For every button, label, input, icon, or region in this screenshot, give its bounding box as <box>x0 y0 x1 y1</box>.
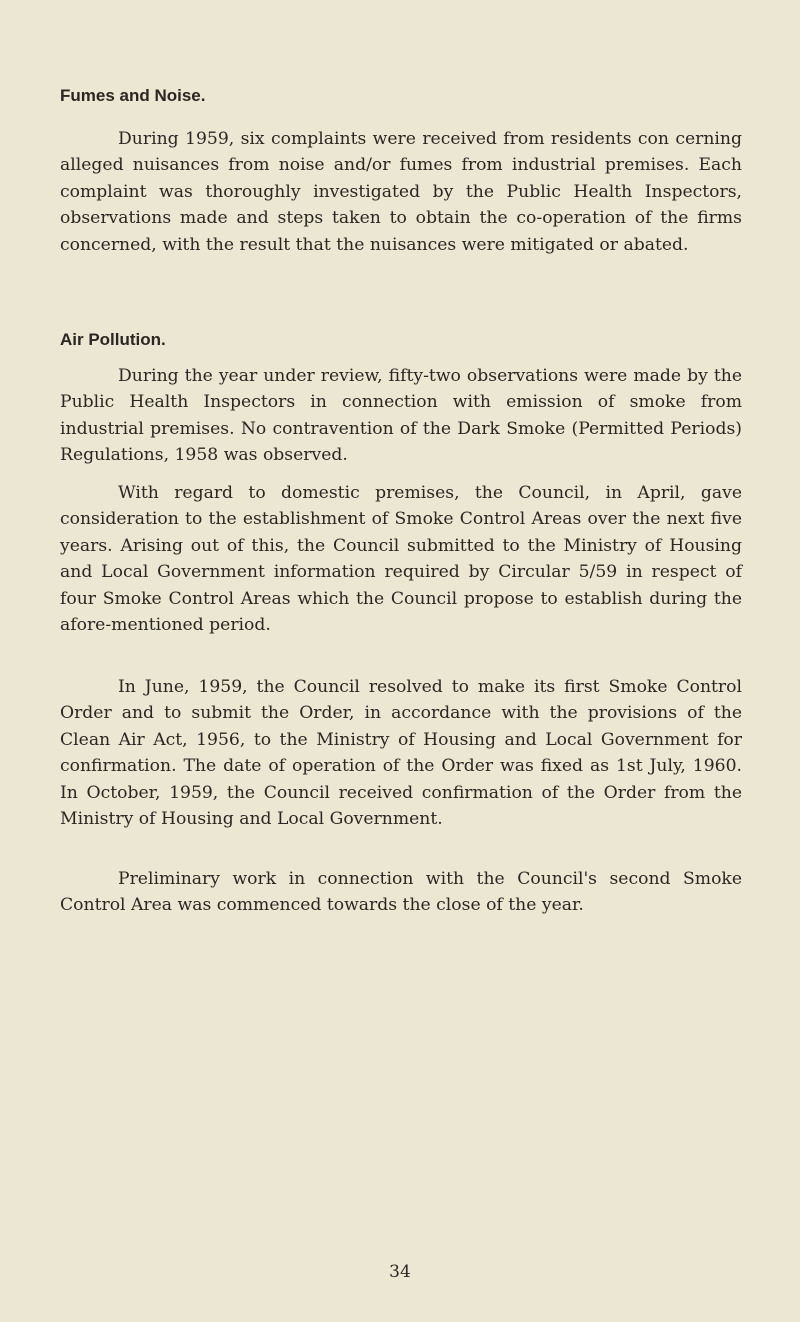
paragraph-second-smoke-control-area: Preliminary work in connection with the Council's second Smoke Control Area was commenced towards the close of the year. <box>60 869 742 916</box>
section-heading-fumes-and-noise: Fumes and Noise. <box>60 86 206 105</box>
page-number: 34 <box>389 1262 411 1282</box>
paragraph-smoke-observations: During the year under review, fifty-two observations were made by the Public Health Inspectors in connection with emission of smoke from industrial premises. No contravention of the Dark Smoke (Permitted Periods) Regulations, 1958 was observed. <box>60 366 742 466</box>
paragraph-fumes-complaints: During 1959, six complaints were received from residents con cerning alleged nuisances from noise and/or fumes from industrial premises. Each complaint was thoroughly investigated by the Public Health Inspectors, observations made and steps taken to obtain the co-operation of the firms concerned, with the result that the nuisances were mitigated or abated. <box>60 129 742 255</box>
section-heading-air-pollution: Air Pollution. <box>60 330 166 349</box>
paragraph-smoke-control-order: In June, 1959, the Council resolved to make its first Smoke Control Order and to submit the Order, in accordance with the provisions of the Clean Air Act, 1956, to the Ministry of Housing and Local Government for confirmation. The date of operation of the Order was fixed as 1st July, 1960. In October, 1959, the Council received confirmation of the Order from the Ministry of Housing and Local Government. <box>60 677 742 830</box>
paragraph-domestic-premises: With regard to domestic premises, the Council, in April, gave consideration to the establishment of Smoke Control Areas over the next five years. Arising out of this, the Council submitted to the Ministry of Housing and Local Government information required by Circular 5/59 in respect of four Smoke Control Areas which the Council propose to establish during the afore-mentioned period. <box>60 483 742 636</box>
